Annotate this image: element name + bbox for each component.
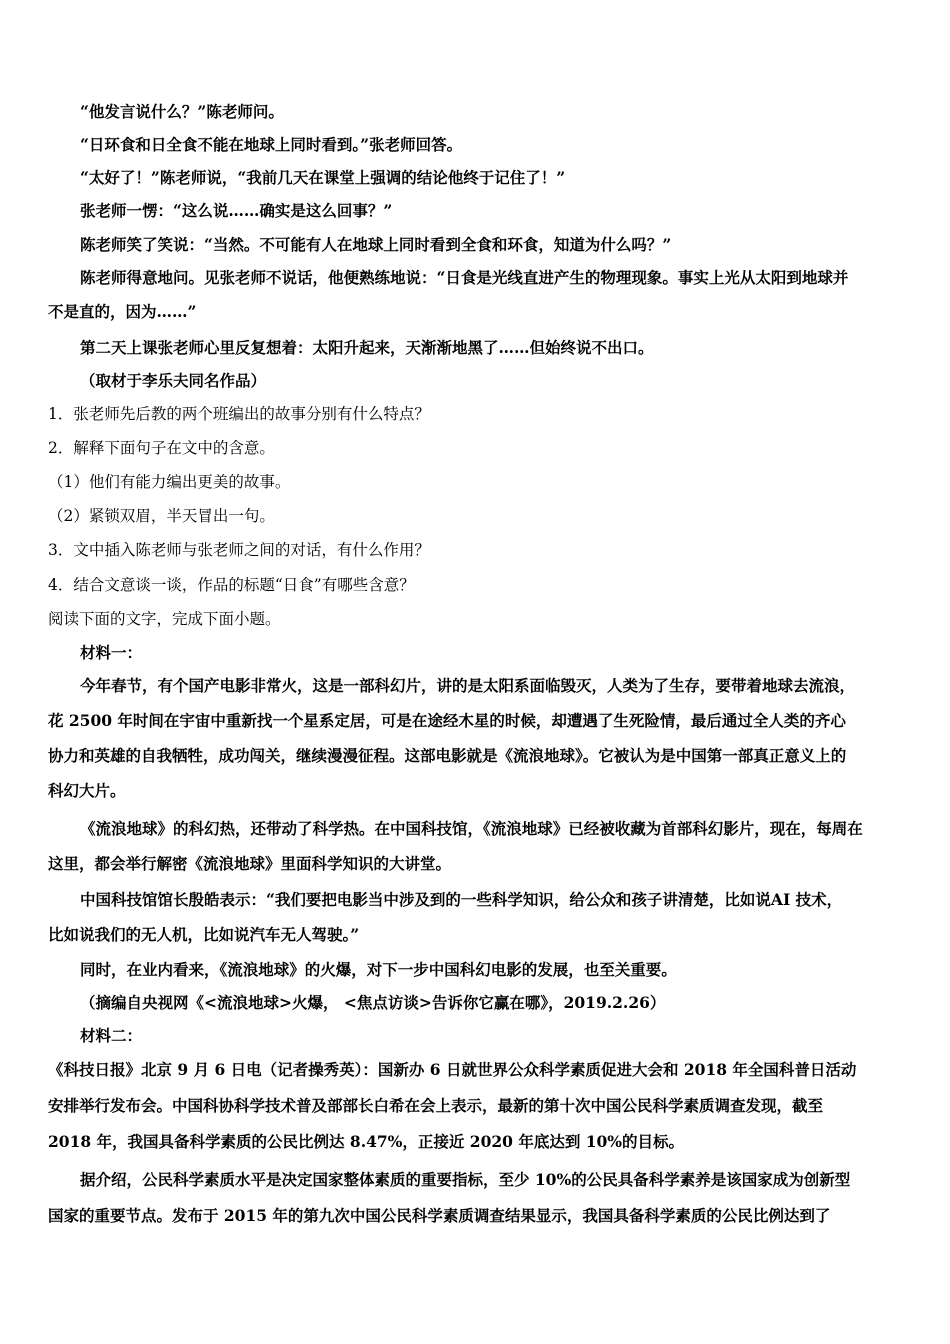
material-1-text: 中国科技馆馆长殷皓表示：“我们要把电影当中涉及到的一些科学知识，给公众和孩子讲清楚，比如说AI 技术， [80,890,843,909]
story-ending: 第二天上课张老师心里反复想着：太阳升起来，天渐渐地黑了……但始终说不出口。 [80,338,654,357]
material-2-text: 2018 年，我国具备科学素质的公民比例达 8.47%，正接近 2020 年底达到 10%的目标。 [48,1132,685,1151]
question-2-sub-2: （2）紧锁双眉，半天冒出一句。 [48,507,275,525]
material-1-text: 今年春节，有个国产电影非常火，这是一部科幻片，讲的是太阳系面临毁灭，人类为了生存，要带着地球去流浪， [80,676,856,695]
material-1-source: （摘编自央视网《<流浪地球>火爆， <焦点访谈>告诉你它赢在哪》，2019.2.26） [80,993,666,1012]
dialogue-line: “日环食和日全食不能在地球上同时看到。”张老师回答。 [80,135,463,154]
question-1: 1．张老师先后教的两个班编出的故事分别有什么特点？ [48,405,430,423]
dialogue-line: 张老师一愣：“这么说……确实是这么回事？” [80,201,393,220]
dialogue-line: 陈老师笑了笑说：“当然。不可能有人在地球上同时看到全食和环食，知道为什么吗？” [80,235,672,254]
question-2: 2．解释下面句子在文中的含意。 [48,439,275,457]
source-note: （取材于李乐夫同名作品） [80,371,267,390]
material-2-heading: 材料二： [80,1026,143,1045]
material-2-text: 安排举行发布会。中国科协科学技术普及部部长白希在会上表示，最新的第十次中国公民科学素质调查发现，截至 [48,1096,824,1115]
material-2-text: 国家的重要节点。发布于 2015 年的第九次中国公民科学素质调查结果显示，我国具备科学素质的公民比例达到了 [48,1206,831,1225]
question-2-sub-1: （1）他们有能力编出更美的故事。 [48,473,291,491]
question-3: 3．文中插入陈老师与张老师之间的对话，有什么作用？ [48,541,430,559]
dialogue-line: 陈老师得意地问。见张老师不说话，他便熟练地说：“日食是光线直进产生的物理现象。事实上光从太阳到地球并 [80,268,849,287]
question-4: 4．结合文意谈一谈，作品的标题“日食”有哪些含意？ [48,576,415,594]
material-1-text: 同时，在业内看来，《流浪地球》的火爆，对下一步中国科幻电影的发展，也至关重要。 [80,960,677,979]
dialogue-line: “太好了！”陈老师说，“我前几天在课堂上强调的结论他终于记住了！” [80,168,566,187]
dialogue-line: 不是直的，因为……” [48,302,197,321]
material-2-text: 据介绍，公民科学素质水平是决定国家整体素质的重要指标，至少 10%的公民具备科学素养是该国家成为创新型 [80,1170,851,1189]
material-1-text: 《流浪地球》的科幻热，还带动了科学热。在中国科技馆，《流浪地球》已经被收藏为首部科幻影片，现在，每周在 [80,819,863,838]
material-1-text: 花 2500 年时间在宇宙中重新找一个星系定居，可是在途经木星的时候，却遭遇了生死险情，最后通过全人类的齐心 [48,711,846,730]
reading-instruction: 阅读下面的文字，完成下面小题。 [48,610,281,628]
material-1-text: 协力和英雄的自我牺牲，成功闯关，继续漫漫征程。这部电影就是《流浪地球》。它被认为是中国第一部真正意义上的 [48,746,847,765]
material-1-text: 科幻大片。 [48,781,126,800]
material-2-text: 《科技日报》北京 9 月 6 日电（记者操秀英）：国新办 6 日就世界公众科学素质促进大会和 2018 年全国科普日活动 [48,1060,857,1079]
material-1-text: 比如说我们的无人机，比如说汽车无人驾驶。” [48,925,360,944]
dialogue-line: “他发言说什么？”陈老师问。 [80,102,284,121]
material-1-text: 这里，都会举行解密《流浪地球》里面科学知识的大讲堂。 [48,854,452,873]
material-1-heading: 材料一： [80,643,143,662]
